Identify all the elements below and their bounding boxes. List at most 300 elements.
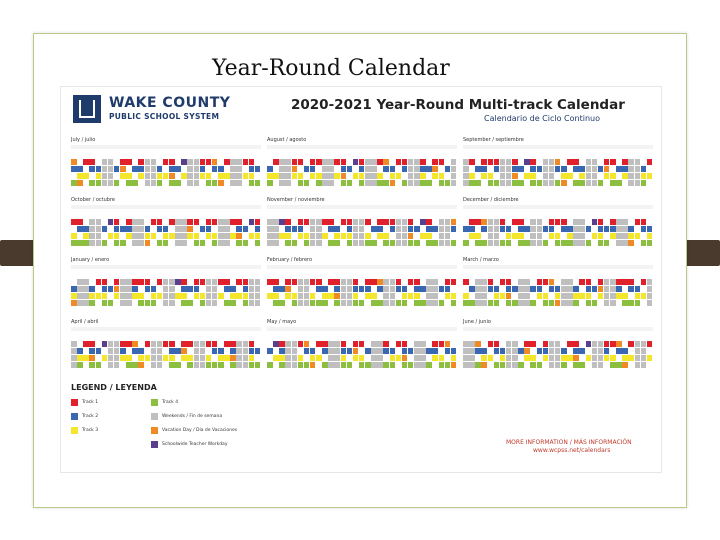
calendar-cell [488, 300, 494, 306]
calendar-cell [592, 286, 598, 292]
calendar-cell [77, 279, 83, 285]
calendar-cell [628, 355, 634, 361]
calendar-cell [310, 362, 316, 368]
calendar-cell [181, 300, 187, 306]
calendar-cell [579, 233, 585, 239]
calendar-cell [83, 159, 89, 165]
calendar-cell [420, 219, 426, 225]
calendar-cell [230, 341, 236, 347]
calendar-cell [616, 348, 622, 354]
calendar-cell [120, 166, 126, 172]
calendar-cell [506, 180, 512, 186]
calendar-cell [610, 362, 616, 368]
calendar-cell [96, 240, 102, 246]
calendar-cell [298, 355, 304, 361]
calendar-cell [102, 180, 108, 186]
calendar-cell [641, 355, 647, 361]
calendar-cell [71, 348, 77, 354]
calendar-cell [567, 293, 573, 299]
legend-label: Vacation Day / Día de Vacaciones [162, 428, 238, 433]
calendar-cell [108, 355, 114, 361]
month-label: February / febrero [267, 257, 313, 263]
calendar-cell [163, 240, 169, 246]
calendar-cell [592, 293, 598, 299]
calendar-cell [341, 233, 347, 239]
calendar-cell [518, 286, 524, 292]
calendar-cell [126, 355, 132, 361]
calendar-cell [194, 233, 200, 239]
calendar-cell [157, 341, 163, 347]
calendar-cell [604, 180, 610, 186]
calendar-cell [573, 226, 579, 232]
calendar-cell [390, 341, 396, 347]
calendar-cell [647, 226, 653, 232]
calendar-cell [108, 341, 114, 347]
calendar-cell [647, 173, 653, 179]
month-label: May / mayo [267, 319, 297, 325]
calendar-cell [126, 173, 132, 179]
org-subname: PUBLIC SCHOOL SYSTEM [109, 112, 220, 121]
calendar-cell [132, 240, 138, 246]
calendar-cell [96, 219, 102, 225]
calendar-cell [200, 279, 206, 285]
calendar-cell [573, 362, 579, 368]
calendar-cell [194, 355, 200, 361]
calendar-cell [151, 233, 157, 239]
legend-label: Schoolwide Teacher Workday [162, 442, 228, 447]
calendar-cell [579, 240, 585, 246]
calendar-cell [132, 348, 138, 354]
calendar-cell [451, 180, 457, 186]
calendar-cell [285, 233, 291, 239]
calendar-cell [145, 166, 151, 172]
calendar-cell [377, 348, 383, 354]
calendar-cell [402, 173, 408, 179]
calendar-cell [390, 233, 396, 239]
calendar-cell [285, 166, 291, 172]
calendar-cell [414, 279, 420, 285]
calendar-cell [224, 362, 230, 368]
calendar-cell [145, 180, 151, 186]
calendar-cell [249, 362, 255, 368]
calendar-cell [506, 173, 512, 179]
calendar-cell [432, 300, 438, 306]
calendar-cell [243, 279, 249, 285]
calendar-cell [157, 362, 163, 368]
calendar-cell [543, 180, 549, 186]
calendar-cell [138, 355, 144, 361]
calendar-cell [518, 293, 524, 299]
calendar-cell [604, 300, 610, 306]
calendar-cell [279, 341, 285, 347]
calendar-cell [512, 293, 518, 299]
calendar-cell [402, 226, 408, 232]
calendar-cell [285, 293, 291, 299]
calendar-cell [194, 348, 200, 354]
calendar-cell [212, 180, 218, 186]
slide-title: Year-Round Calendar [212, 56, 450, 81]
calendar-cell [304, 300, 310, 306]
calendar-cell [390, 166, 396, 172]
calendar-cell [647, 219, 653, 225]
calendar-cell [77, 355, 83, 361]
calendar-cell [561, 279, 567, 285]
calendar-cell [322, 159, 328, 165]
calendar-cell [555, 355, 561, 361]
calendar-cell [163, 286, 169, 292]
calendar-cell [102, 286, 108, 292]
calendar-cell [555, 219, 561, 225]
calendar-cell [145, 293, 151, 299]
calendar-cell [120, 233, 126, 239]
calendar-title: 2020-2021 Year-Round Multi-track Calendar [291, 97, 625, 113]
calendar-cell [200, 173, 206, 179]
calendar-cell [126, 226, 132, 232]
calendar-cell [530, 226, 536, 232]
calendar-cell [175, 240, 181, 246]
calendar-cell [181, 279, 187, 285]
calendar-cell [439, 279, 445, 285]
calendar-cell [187, 341, 193, 347]
calendar-cell [524, 300, 530, 306]
calendar-cell [628, 293, 634, 299]
calendar-cell [96, 279, 102, 285]
calendar-cell [365, 226, 371, 232]
calendar-cell [598, 341, 604, 347]
calendar-cell [108, 226, 114, 232]
calendar-cell [71, 159, 77, 165]
calendar-cell [500, 300, 506, 306]
calendar-cell [347, 159, 353, 165]
legend-swatch [151, 399, 158, 406]
calendar-cell [647, 293, 653, 299]
calendar-cell [132, 286, 138, 292]
calendar-cell [181, 233, 187, 239]
calendar-cell [89, 286, 95, 292]
calendar-cell [537, 355, 543, 361]
day-number-row [267, 145, 457, 149]
calendar-cell [561, 240, 567, 246]
calendar-cell [530, 219, 536, 225]
calendar-cell [267, 240, 273, 246]
calendar-cell [218, 159, 224, 165]
calendar-cell [598, 348, 604, 354]
calendar-cell [512, 341, 518, 347]
calendar-cell [224, 233, 230, 239]
calendar-cell [426, 341, 432, 347]
calendar-cell [194, 240, 200, 246]
calendar-cell [628, 219, 634, 225]
calendar-cell [279, 240, 285, 246]
calendar-cell [292, 159, 298, 165]
calendar-cell [586, 362, 592, 368]
calendar-cell [273, 348, 279, 354]
calendar-cell [347, 286, 353, 292]
calendar-cell [120, 362, 126, 368]
calendar-cell [451, 300, 457, 306]
calendar-cell [371, 166, 377, 172]
calendar-cell [647, 286, 653, 292]
calendar-cell [77, 180, 83, 186]
calendar-cell [310, 286, 316, 292]
calendar-cell [353, 286, 359, 292]
calendar-cell [77, 166, 83, 172]
calendar-cell [598, 180, 604, 186]
calendar-cell [243, 300, 249, 306]
calendar-cell [451, 226, 457, 232]
calendar-cell [236, 226, 242, 232]
calendar-cell [616, 226, 622, 232]
calendar-cell [151, 293, 157, 299]
calendar-cell [249, 173, 255, 179]
calendar-cell [432, 279, 438, 285]
calendar-cell [586, 173, 592, 179]
calendar-cell [592, 173, 598, 179]
calendar-cell [463, 166, 469, 172]
calendar-cell [120, 286, 126, 292]
calendar-cell [579, 362, 585, 368]
calendar-cell [463, 348, 469, 354]
calendar-cell [463, 233, 469, 239]
calendar-cell [451, 348, 457, 354]
calendar-cell [206, 166, 212, 172]
calendar-cell [200, 355, 206, 361]
calendar-cell [114, 233, 120, 239]
calendar-cell [469, 166, 475, 172]
calendar-cell [255, 173, 261, 179]
calendar-cell [537, 300, 543, 306]
calendar-cell [506, 240, 512, 246]
calendar-cell [322, 226, 328, 232]
calendar-cell [451, 173, 457, 179]
calendar-cell [194, 341, 200, 347]
calendar-cell [439, 166, 445, 172]
calendar-cell [316, 240, 322, 246]
calendar-cell [561, 219, 567, 225]
day-number-row [267, 205, 457, 209]
calendar-cell [347, 180, 353, 186]
calendar-cell [524, 362, 530, 368]
calendar-cell [635, 355, 641, 361]
calendar-cell [426, 226, 432, 232]
calendar-cell [285, 355, 291, 361]
calendar-cell [512, 362, 518, 368]
calendar-cell [494, 293, 500, 299]
calendar-cell [194, 293, 200, 299]
calendar-cell [432, 341, 438, 347]
calendar-cell [426, 233, 432, 239]
calendar-cell [475, 355, 481, 361]
calendar-cell [267, 300, 273, 306]
calendar-cell [353, 219, 359, 225]
calendar-cell [169, 173, 175, 179]
calendar-cell [77, 293, 83, 299]
calendar-cell [249, 240, 255, 246]
calendar-cell [126, 159, 132, 165]
calendar-cell [377, 300, 383, 306]
calendar-cell [396, 293, 402, 299]
calendar-cell [512, 219, 518, 225]
calendar-cell [224, 341, 230, 347]
calendar-cell [279, 173, 285, 179]
calendar-cell [236, 180, 242, 186]
calendar-cell [402, 348, 408, 354]
calendar-cell [555, 293, 561, 299]
calendar-cell [475, 341, 481, 347]
calendar-cell [512, 355, 518, 361]
calendar-cell [187, 219, 193, 225]
calendar-cell [157, 300, 163, 306]
calendar-cell [77, 348, 83, 354]
calendar-cell [469, 180, 475, 186]
calendar-cell [279, 300, 285, 306]
calendar-cell [432, 348, 438, 354]
calendar-cell [488, 279, 494, 285]
calendar-cell [71, 355, 77, 361]
calendar-cell [334, 240, 340, 246]
calendar-cell [273, 293, 279, 299]
calendar-cell [481, 286, 487, 292]
calendar-cell [328, 173, 334, 179]
calendar-cell [500, 279, 506, 285]
calendar-cell [549, 293, 555, 299]
calendar-cell [396, 233, 402, 239]
calendar-cell [432, 362, 438, 368]
calendar-cell [592, 219, 598, 225]
calendar-cell [494, 173, 500, 179]
calendar-cell [328, 166, 334, 172]
calendar-cell [420, 300, 426, 306]
calendar-cell [481, 166, 487, 172]
calendar-cell [451, 233, 457, 239]
calendar-cell [586, 348, 592, 354]
calendar-cell [543, 300, 549, 306]
calendar-cell [267, 159, 273, 165]
calendar-cell [604, 279, 610, 285]
calendar-cell [641, 348, 647, 354]
calendar-cell [475, 293, 481, 299]
calendar-cell [243, 173, 249, 179]
calendar-cell [592, 166, 598, 172]
calendar-cell [126, 348, 132, 354]
calendar-cell [273, 355, 279, 361]
calendar-cell [383, 226, 389, 232]
calendar-cell [304, 166, 310, 172]
calendar-cell [267, 219, 273, 225]
calendar-cell [212, 226, 218, 232]
calendar-cell [451, 219, 457, 225]
calendar-cell [267, 286, 273, 292]
calendar-cell [445, 219, 451, 225]
calendar-cell [285, 180, 291, 186]
calendar-cell [224, 173, 230, 179]
calendar-cell [402, 341, 408, 347]
calendar-cell [316, 279, 322, 285]
calendar-cell [445, 159, 451, 165]
calendar-cell [561, 180, 567, 186]
calendar-cell [132, 166, 138, 172]
month-label: April / abril [71, 319, 99, 325]
calendar-cell [420, 233, 426, 239]
calendar-cell [169, 159, 175, 165]
calendar-cell [500, 226, 506, 232]
calendar-cell [567, 226, 573, 232]
calendar-cell [586, 180, 592, 186]
calendar-cell [175, 355, 181, 361]
day-number-row [463, 327, 653, 331]
calendar-cell [230, 166, 236, 172]
day-number-row [71, 145, 261, 149]
calendar-cell [243, 348, 249, 354]
calendar-cell [206, 293, 212, 299]
calendar-cell [230, 159, 236, 165]
calendar-cell [175, 219, 181, 225]
calendar-cell [586, 286, 592, 292]
calendar-cell [322, 219, 328, 225]
calendar-cell [481, 348, 487, 354]
month-label: January / enero [71, 257, 110, 263]
calendar-cell [89, 159, 95, 165]
calendar-cell [89, 355, 95, 361]
calendar-cell [383, 159, 389, 165]
calendar-cell [187, 362, 193, 368]
calendar-cell [206, 240, 212, 246]
calendar-cell [622, 300, 628, 306]
calendar-cell [304, 240, 310, 246]
calendar-cell [537, 279, 543, 285]
calendar-cell [169, 355, 175, 361]
calendar-cell [635, 348, 641, 354]
calendar-cell [304, 219, 310, 225]
calendar-cell [628, 240, 634, 246]
calendar-cell [530, 240, 536, 246]
calendar-cell [181, 173, 187, 179]
calendar-cell [518, 355, 524, 361]
calendar-cell [365, 279, 371, 285]
calendar-cell [298, 362, 304, 368]
calendar-cell [586, 233, 592, 239]
calendar-cell [543, 173, 549, 179]
calendar-cell [463, 226, 469, 232]
calendar-cell [230, 293, 236, 299]
calendar-cell [567, 279, 573, 285]
more-info-url[interactable]: www.wcpss.net/calendars [533, 447, 611, 454]
calendar-cell [322, 279, 328, 285]
calendar-cell [114, 341, 120, 347]
calendar-cell [236, 219, 242, 225]
calendar-cell [610, 180, 616, 186]
calendar-cell [543, 219, 549, 225]
calendar-cell [500, 286, 506, 292]
calendar-cell [414, 159, 420, 165]
calendar-cell [132, 219, 138, 225]
calendar-cell [359, 219, 365, 225]
calendar-cell [616, 233, 622, 239]
calendar-cell [132, 173, 138, 179]
calendar-cell [463, 159, 469, 165]
calendar-cell [598, 233, 604, 239]
calendar-cell [212, 355, 218, 361]
calendar-cell [530, 300, 536, 306]
calendar-cell [506, 233, 512, 239]
calendar-cell [494, 240, 500, 246]
month-block [463, 137, 653, 205]
calendar-cell [500, 362, 506, 368]
calendar-cell [622, 159, 628, 165]
calendar-cell [598, 166, 604, 172]
calendar-cell [451, 159, 457, 165]
calendar-cell [243, 166, 249, 172]
